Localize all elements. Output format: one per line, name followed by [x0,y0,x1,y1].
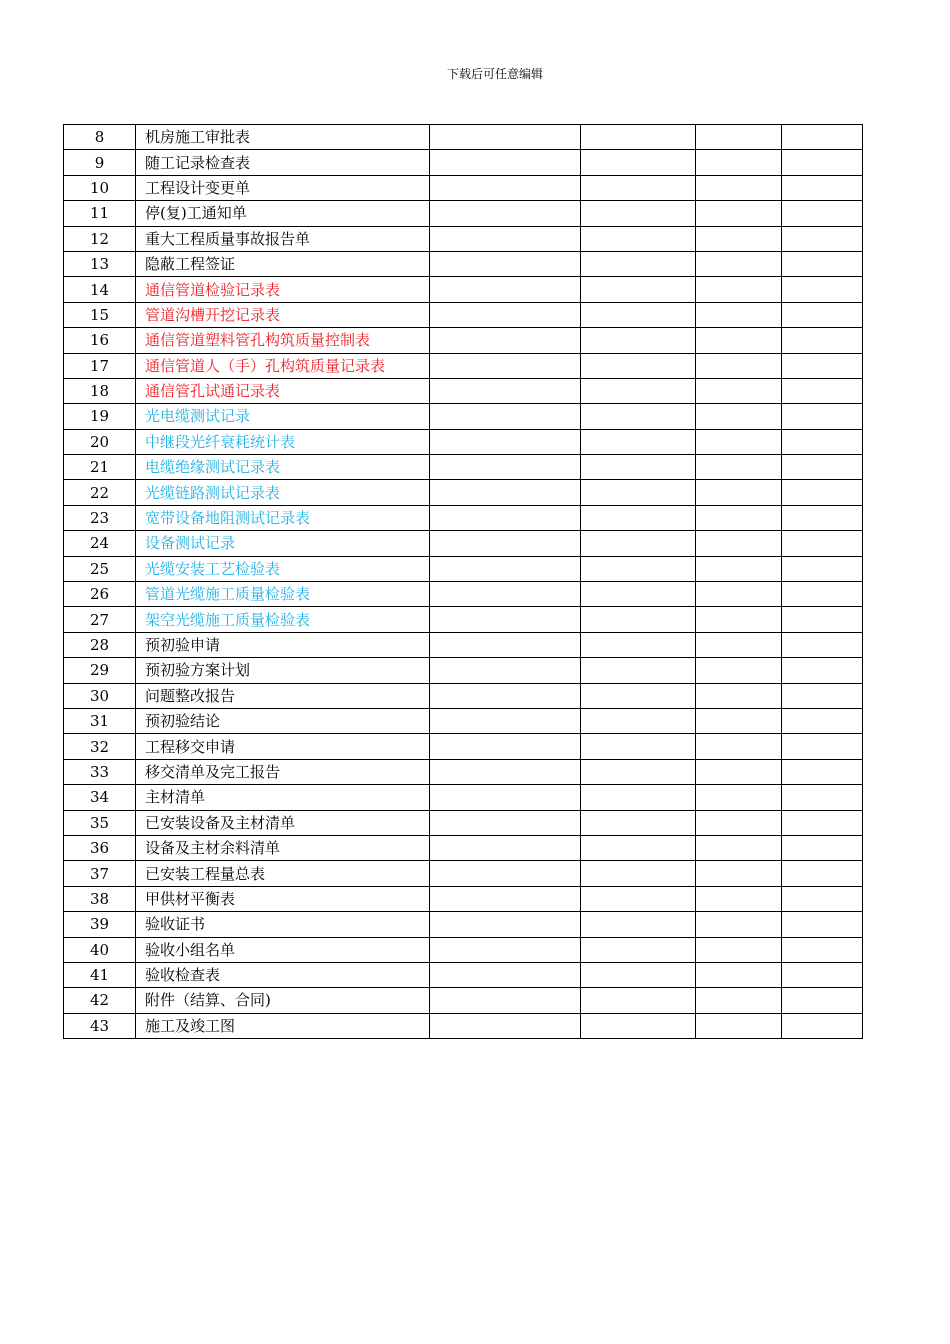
empty-cell [581,861,696,886]
table-row [64,708,863,733]
empty-cell [581,632,696,657]
empty-cell [581,912,696,937]
empty-cell [696,886,782,911]
table-row [64,378,863,403]
row-title: 已安装工程量总表 [136,861,430,886]
empty-cell [696,150,782,175]
row-title: 隐蔽工程签证 [136,251,430,276]
empty-cell [696,582,782,607]
empty-cell [581,480,696,505]
empty-cell [430,505,581,530]
empty-cell [696,1013,782,1038]
row-number: 14 [64,277,136,302]
table-row [64,759,863,784]
empty-cell [581,201,696,226]
empty-cell [430,378,581,403]
row-title: 预初验方案计划 [136,658,430,683]
empty-cell [581,277,696,302]
empty-cell [581,226,696,251]
empty-cell [782,277,863,302]
table-row [64,125,863,150]
empty-cell [782,455,863,480]
row-number: 23 [64,505,136,530]
empty-cell [581,937,696,962]
table-row [64,302,863,327]
row-number: 13 [64,251,136,276]
empty-cell [581,886,696,911]
empty-cell [581,505,696,530]
empty-cell [696,455,782,480]
table-row [64,912,863,937]
table-row [64,861,863,886]
row-number: 37 [64,861,136,886]
row-title: 工程设计变更单 [136,175,430,200]
row-number: 12 [64,226,136,251]
row-title: 管道沟槽开挖记录表 [136,302,430,327]
empty-cell [782,480,863,505]
empty-cell [782,429,863,454]
row-number: 10 [64,175,136,200]
row-title: 验收证书 [136,912,430,937]
empty-cell [782,886,863,911]
row-number: 43 [64,1013,136,1038]
row-number: 21 [64,455,136,480]
table-row [64,505,863,530]
empty-cell [430,734,581,759]
row-number: 33 [64,759,136,784]
empty-cell [696,607,782,632]
empty-cell [782,328,863,353]
table-row [64,835,863,860]
empty-cell [430,937,581,962]
empty-cell [581,429,696,454]
empty-cell [430,988,581,1013]
empty-cell [696,328,782,353]
table-row [64,607,863,632]
row-number: 36 [64,835,136,860]
table-body [64,125,863,1039]
empty-cell [696,658,782,683]
row-number: 26 [64,582,136,607]
table-row [64,556,863,581]
row-number: 27 [64,607,136,632]
empty-cell [581,404,696,429]
page-header-note: 下载后可任意编辑 [446,67,543,81]
row-title: 光电缆测试记录 [136,404,430,429]
empty-cell [696,708,782,733]
empty-cell [430,708,581,733]
table-row [64,632,863,657]
empty-cell [430,912,581,937]
empty-cell [696,835,782,860]
empty-cell [581,734,696,759]
empty-cell [696,861,782,886]
empty-cell [696,302,782,327]
empty-cell [430,302,581,327]
empty-cell [581,302,696,327]
row-number: 40 [64,937,136,962]
empty-cell [581,328,696,353]
empty-cell [581,125,696,150]
row-number: 9 [64,150,136,175]
row-number: 17 [64,353,136,378]
empty-cell [430,277,581,302]
empty-cell [782,378,863,403]
empty-cell [430,429,581,454]
empty-cell [782,302,863,327]
table-row [64,531,863,556]
row-number: 41 [64,962,136,987]
row-title: 主材清单 [136,785,430,810]
row-title: 随工记录检查表 [136,150,430,175]
row-number: 15 [64,302,136,327]
empty-cell [430,861,581,886]
empty-cell [430,835,581,860]
empty-cell [430,683,581,708]
row-title: 已安装设备及主材清单 [136,810,430,835]
empty-cell [782,353,863,378]
empty-cell [696,378,782,403]
empty-cell [782,734,863,759]
empty-cell [696,429,782,454]
table-row [64,455,863,480]
empty-cell [430,607,581,632]
empty-cell [782,226,863,251]
empty-cell [581,988,696,1013]
empty-cell [696,785,782,810]
empty-cell [696,810,782,835]
empty-cell [696,404,782,429]
empty-cell [782,962,863,987]
empty-cell [430,785,581,810]
row-title: 施工及竣工图 [136,1013,430,1038]
empty-cell [782,937,863,962]
row-number: 29 [64,658,136,683]
empty-cell [430,455,581,480]
table-row [64,1013,863,1038]
empty-cell [581,150,696,175]
row-title: 验收检查表 [136,962,430,987]
table-row [64,810,863,835]
row-title: 架空光缆施工质量检验表 [136,607,430,632]
empty-cell [696,759,782,784]
row-number: 18 [64,378,136,403]
row-title: 移交清单及完工报告 [136,759,430,784]
empty-cell [430,480,581,505]
empty-cell [782,861,863,886]
empty-cell [782,835,863,860]
row-title: 预初验申请 [136,632,430,657]
empty-cell [696,937,782,962]
empty-cell [430,658,581,683]
empty-cell [581,962,696,987]
row-title: 设备及主材余料清单 [136,835,430,860]
empty-cell [696,277,782,302]
table-row [64,150,863,175]
row-title: 管道光缆施工质量检验表 [136,582,430,607]
empty-cell [696,480,782,505]
table-row [64,277,863,302]
table-row [64,480,863,505]
empty-cell [430,886,581,911]
empty-cell [782,582,863,607]
document-checklist-table [63,124,863,1039]
row-title: 机房施工审批表 [136,125,430,150]
empty-cell [696,251,782,276]
empty-cell [782,632,863,657]
row-title: 通信管道检验记录表 [136,277,430,302]
empty-cell [581,785,696,810]
row-title: 中继段光纤衰耗统计表 [136,429,430,454]
empty-cell [696,632,782,657]
empty-cell [581,175,696,200]
empty-cell [430,328,581,353]
empty-cell [430,556,581,581]
empty-cell [782,658,863,683]
table-row [64,226,863,251]
empty-cell [430,125,581,150]
row-title: 重大工程质量事故报告单 [136,226,430,251]
table-row [64,785,863,810]
empty-cell [581,353,696,378]
table-row [64,734,863,759]
empty-cell [782,912,863,937]
empty-cell [696,353,782,378]
row-number: 34 [64,785,136,810]
table-row [64,683,863,708]
row-title: 通信管道人（手）孔构筑质量记录表 [136,353,430,378]
empty-cell [430,201,581,226]
empty-cell [696,683,782,708]
empty-cell [430,150,581,175]
table-row [64,582,863,607]
row-number: 32 [64,734,136,759]
row-number: 28 [64,632,136,657]
empty-cell [782,251,863,276]
empty-cell [696,734,782,759]
empty-cell [782,607,863,632]
row-title: 工程移交申请 [136,734,430,759]
empty-cell [430,353,581,378]
row-title: 预初验结论 [136,708,430,733]
empty-cell [782,150,863,175]
empty-cell [782,201,863,226]
table-row [64,658,863,683]
empty-cell [430,632,581,657]
row-number: 22 [64,480,136,505]
empty-cell [696,505,782,530]
table-row [64,328,863,353]
empty-cell [696,226,782,251]
empty-cell [696,988,782,1013]
row-number: 11 [64,201,136,226]
row-title: 停(复)工通知单 [136,201,430,226]
empty-cell [782,404,863,429]
table-row [64,886,863,911]
empty-cell [782,1013,863,1038]
row-title: 电缆绝缘测试记录表 [136,455,430,480]
empty-cell [430,404,581,429]
row-number: 39 [64,912,136,937]
row-title: 甲供材平衡表 [136,886,430,911]
table-row [64,175,863,200]
empty-cell [581,556,696,581]
empty-cell [782,988,863,1013]
table-row [64,962,863,987]
empty-cell [581,1013,696,1038]
table-row [64,429,863,454]
empty-cell [581,582,696,607]
empty-cell [696,201,782,226]
empty-cell [430,759,581,784]
empty-cell [581,683,696,708]
empty-cell [782,810,863,835]
empty-cell [696,125,782,150]
empty-cell [430,1013,581,1038]
empty-cell [782,175,863,200]
row-number: 25 [64,556,136,581]
empty-cell [696,175,782,200]
empty-cell [430,175,581,200]
table-row [64,201,863,226]
empty-cell [581,708,696,733]
table-row [64,937,863,962]
row-number: 35 [64,810,136,835]
row-title: 通信管道塑料管孔构筑质量控制表 [136,328,430,353]
empty-cell [581,607,696,632]
empty-cell [581,759,696,784]
empty-cell [581,810,696,835]
row-number: 19 [64,404,136,429]
empty-cell [430,531,581,556]
empty-cell [696,912,782,937]
empty-cell [782,125,863,150]
empty-cell [782,505,863,530]
empty-cell [430,582,581,607]
row-title: 附件（结算、合同) [136,988,430,1013]
table-row [64,353,863,378]
row-number: 24 [64,531,136,556]
empty-cell [430,226,581,251]
table-row [64,251,863,276]
empty-cell [581,251,696,276]
empty-cell [782,531,863,556]
empty-cell [581,835,696,860]
empty-cell [782,708,863,733]
empty-cell [696,556,782,581]
empty-cell [581,455,696,480]
row-number: 31 [64,708,136,733]
empty-cell [430,810,581,835]
empty-cell [581,658,696,683]
empty-cell [782,556,863,581]
empty-cell [696,962,782,987]
empty-cell [782,785,863,810]
row-number: 20 [64,429,136,454]
row-number: 42 [64,988,136,1013]
empty-cell [696,531,782,556]
row-title: 光缆安装工艺检验表 [136,556,430,581]
table-row [64,404,863,429]
row-title: 验收小组名单 [136,937,430,962]
row-number: 8 [64,125,136,150]
empty-cell [581,531,696,556]
table-row [64,988,863,1013]
row-title: 通信管孔试通记录表 [136,378,430,403]
empty-cell [581,378,696,403]
row-title: 设备测试记录 [136,531,430,556]
row-title: 宽带设备地阻测试记录表 [136,505,430,530]
empty-cell [430,962,581,987]
empty-cell [782,683,863,708]
row-title: 光缆链路测试记录表 [136,480,430,505]
row-number: 30 [64,683,136,708]
row-number: 38 [64,886,136,911]
empty-cell [430,251,581,276]
row-title: 问题整改报告 [136,683,430,708]
row-number: 16 [64,328,136,353]
empty-cell [782,759,863,784]
